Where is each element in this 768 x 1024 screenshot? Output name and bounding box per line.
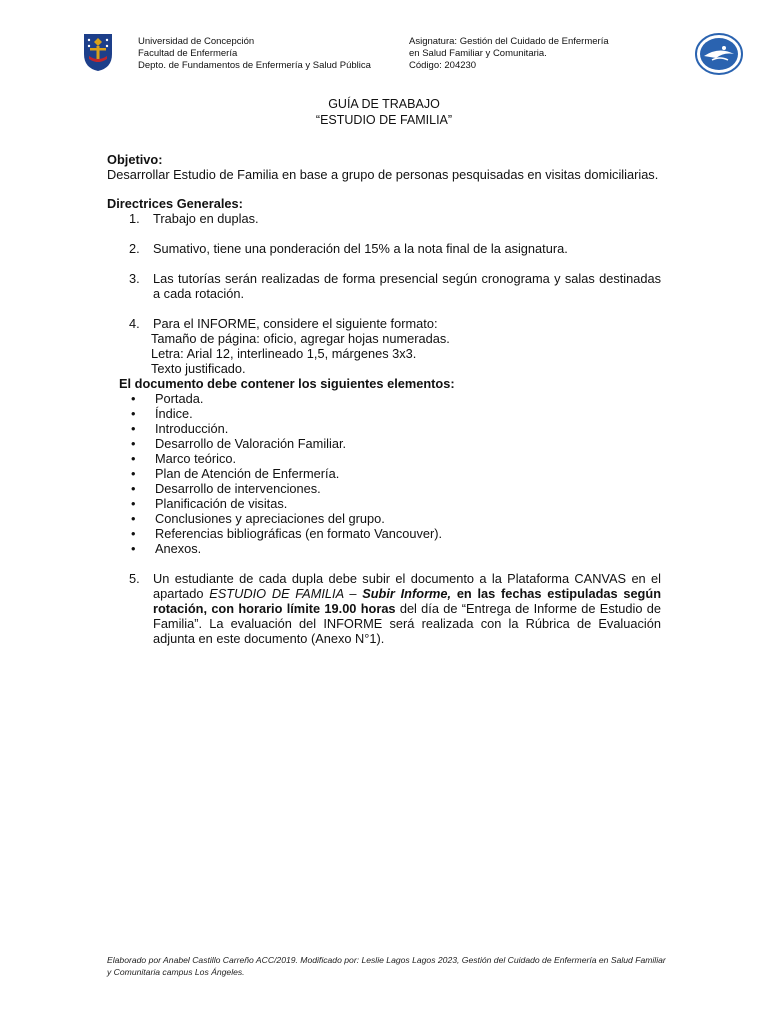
bullet-icon: • <box>131 436 136 451</box>
bullet-icon: • <box>131 541 136 556</box>
guideline-item-5 <box>107 571 661 646</box>
document-body <box>107 152 661 646</box>
item-number: 2. <box>129 241 140 256</box>
title-line2: “ESTUDIO DE FAMILIA” <box>315 112 453 127</box>
list-item: • Desarrollo de intervenciones. <box>107 481 661 496</box>
guideline-item-4 <box>107 316 661 331</box>
list-item: • Referencias bibliográficas (en formato Vancouver). <box>107 526 661 541</box>
list-item: • Índice. <box>107 406 661 421</box>
list-item: • Planificación de visitas. <box>107 496 661 511</box>
title-line1: GUÍA DE TRABAJO <box>328 97 440 111</box>
guideline-item-1 <box>107 211 661 226</box>
item-number: 1. <box>129 211 140 226</box>
bullet-icon: • <box>131 496 136 511</box>
item-text: Las tutorías serán realizadas de forma presencial según cronograma y salas destinadas a cada rotación. <box>153 271 661 301</box>
elements-list <box>107 391 661 556</box>
page-header <box>80 30 678 74</box>
bullet-icon: • <box>131 391 136 406</box>
format-detail: Tamaño de página: oficio, agregar hojas numeradas. <box>151 331 450 346</box>
format-detail: Texto justificado. <box>151 361 246 376</box>
item-number: 5. <box>129 571 140 586</box>
course-info <box>409 36 609 73</box>
bullet-icon: • <box>131 421 136 436</box>
course-name-line1: Asignatura: Gestión del Cuidado de Enfermería <box>409 36 609 47</box>
item-number: 4. <box>129 316 140 331</box>
format-detail: Letra: Arial 12, interlineado 1,5, márgenes 3x3. <box>151 346 417 361</box>
bullet-icon: • <box>131 526 136 541</box>
item-text: Trabajo en duplas. <box>153 211 259 226</box>
department-name: Depto. de Fundamentos de Enfermería y Salud Pública <box>138 60 371 72</box>
objetivo-text: Desarrollar Estudio de Familia en base a grupo de personas pesquisadas en visitas domiciliarias. <box>107 167 659 182</box>
faculty-name: Facultad de Enfermería <box>138 48 238 60</box>
bullet-icon: • <box>131 511 136 526</box>
list-item: • Plan de Atención de Enfermería. <box>107 466 661 481</box>
institution-info <box>138 36 371 73</box>
objetivo-heading: Objetivo: <box>107 152 163 167</box>
bullet-icon: • <box>131 406 136 421</box>
list-item: • Introducción. <box>107 421 661 436</box>
guideline-item-2 <box>107 241 661 256</box>
bullet-icon: • <box>131 451 136 466</box>
list-item: • Anexos. <box>107 541 661 556</box>
nursing-faculty-logo <box>694 32 744 76</box>
document-title <box>0 97 768 128</box>
item-number: 3. <box>129 271 140 286</box>
item-text: Sumativo, tiene una ponderación del 15% a la nota final de la asignatura. <box>153 241 568 256</box>
university-name: Universidad de Concepción <box>138 36 255 47</box>
bullet-icon: • <box>131 481 136 496</box>
list-item: • Desarrollo de Valoración Familiar. <box>107 436 661 451</box>
guideline-item-3 <box>107 271 661 301</box>
item-text: Un estudiante de cada dupla debe subir el documento a la Plataforma CANVAS en el apartado ESTUDIO DE FAMILIA – Subir Informe, en las fechas estipuladas según rotación, con horario límite 19.00 horas del día de “Entrega de Informe de Estudio de Familia”. La evaluación del INFORME será realizada con la Rúbrica de Evaluación adjunta en este documento (Anexo N°1). <box>153 571 662 646</box>
page-footer: Elaborado por Anabel Castillo Carreño ACC/2019. Modificado por: Leslie Lagos Lagos 2023, Gestión del Cuidado de Enfermería en Salud Familiar y Comunitaria campus Los Ángeles. <box>107 955 666 977</box>
directrices-heading: Directrices Generales: <box>107 196 243 211</box>
elements-heading: El documento debe contener los siguientes elementos: <box>119 376 455 391</box>
list-item: • Portada. <box>107 391 661 406</box>
university-seal-logo <box>80 32 128 72</box>
item-text: Para el INFORME, considere el siguiente formato: <box>153 316 438 331</box>
list-item: • Conclusiones y apreciaciones del grupo. <box>107 511 661 526</box>
list-item: • Marco teórico. <box>107 451 661 466</box>
course-name-line2: en Salud Familiar y Comunitaria. <box>409 48 547 60</box>
course-code: Código: 204230 <box>409 60 477 72</box>
bullet-icon: • <box>131 466 136 481</box>
